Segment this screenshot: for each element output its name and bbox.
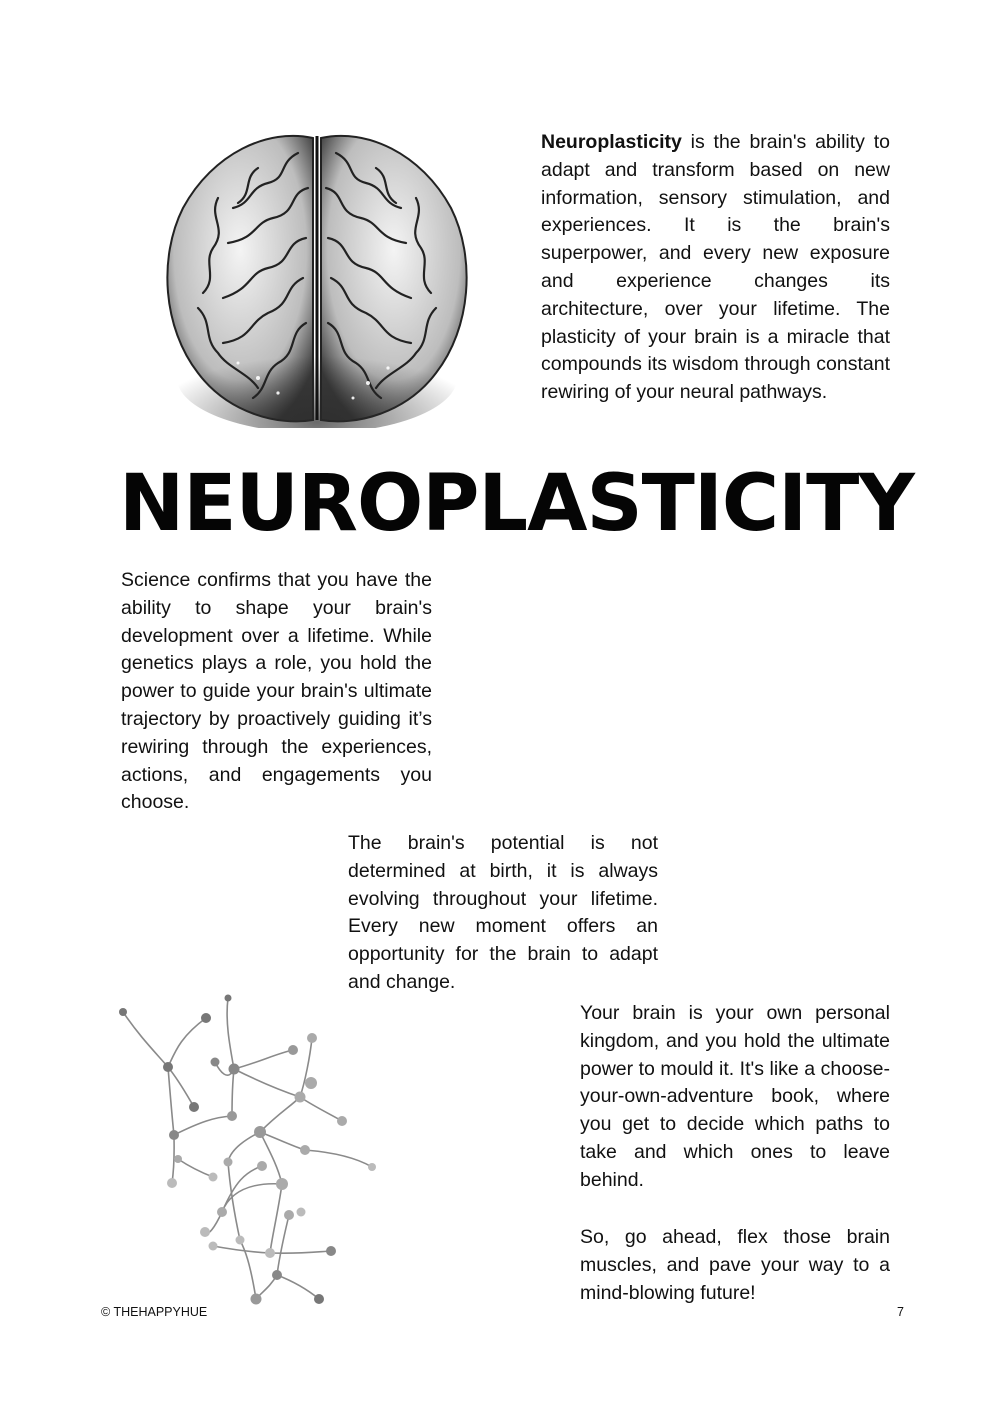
page-title: NEUROPLASTICITY bbox=[119, 459, 914, 549]
flex-paragraph: So, go ahead, flex those brain muscles, and pave your way to a mind-blowing future! bbox=[580, 1226, 890, 1304]
brain-illustration bbox=[158, 128, 476, 428]
footer-copyright: © THEHAPPYHUE bbox=[101, 1305, 208, 1319]
kingdom-paragraph: Your brain is your own personal kingdom, and you hold the ultimate power to mould it. It's like a choose-your-own-adventure book, where you get to decide which paths to take and which ones to leave behind. bbox=[580, 1002, 890, 1191]
potential-paragraph: The brain's potential is not determined at birth, it is always evolving throughout your lifetime. Every new moment offers an opportunity for the brain to adapt and change. bbox=[348, 832, 658, 993]
page-number: 7 bbox=[897, 1305, 904, 1319]
neural-network-illustration bbox=[110, 992, 390, 1308]
intro-term: Neuroplasticity bbox=[541, 131, 682, 153]
intro-text: is the brain's ability to adapt and transform based on new information, sensory stimulation, and experiences. It is the brain's superpower, and every new exposure and experience changes its architecture, over your lifetime. The plasticity of your brain is a miracle that compounds its wisdom through constant rewiring of your neural pathways. bbox=[541, 131, 890, 404]
intro-paragraph bbox=[541, 129, 890, 407]
science-paragraph: Science confirms that you have the ability to shape your brain's development over a lifetime. While genetics plays a role, you hold the power to guide your brain's ultimate trajectory by proactively guiding it’s rewiring through the experiences, actions, and engagements you choose. bbox=[121, 569, 432, 814]
